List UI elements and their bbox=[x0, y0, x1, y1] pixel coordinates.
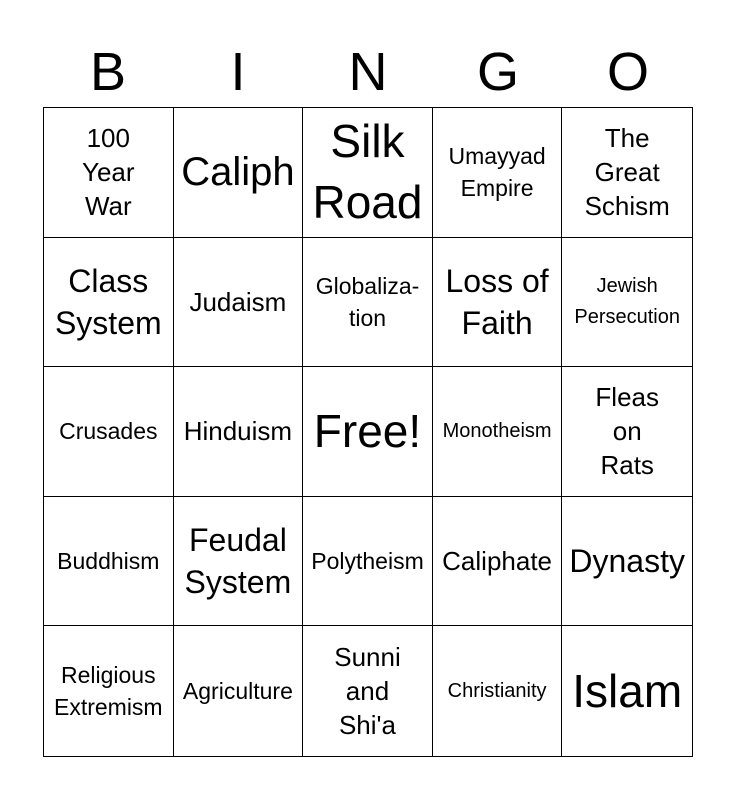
bingo-cell[interactable] bbox=[433, 497, 563, 627]
free-space-cell[interactable] bbox=[303, 367, 433, 497]
cell-label: Caliph bbox=[181, 150, 295, 195]
bingo-cell[interactable] bbox=[174, 238, 304, 368]
cell-label: Dynasty bbox=[569, 543, 685, 580]
cell-label: Fleas on Rats bbox=[595, 382, 659, 481]
bingo-cell[interactable] bbox=[44, 108, 174, 238]
bingo-cell[interactable] bbox=[174, 626, 304, 756]
bingo-cell[interactable] bbox=[174, 367, 304, 497]
bingo-cell[interactable] bbox=[174, 497, 304, 627]
cell-label: Silk Road bbox=[312, 115, 423, 229]
bingo-cell[interactable] bbox=[303, 108, 433, 238]
bingo-cell[interactable] bbox=[44, 238, 174, 368]
bingo-cell[interactable] bbox=[433, 238, 563, 368]
bingo-header bbox=[43, 40, 693, 104]
cell-label: Agriculture bbox=[182, 678, 293, 705]
cell-label: Sunni and Shi'a bbox=[334, 642, 401, 741]
cell-label: Hinduism bbox=[183, 416, 293, 447]
cell-label: Religious Extremism bbox=[53, 662, 163, 721]
cell-label: Loss of Faith bbox=[445, 262, 549, 341]
cell-label: 100 Year War bbox=[82, 123, 135, 222]
bingo-cell[interactable] bbox=[44, 497, 174, 627]
cell-label: Crusades bbox=[59, 418, 158, 445]
bingo-cell[interactable] bbox=[433, 626, 563, 756]
header-letter-b: B bbox=[89, 42, 127, 102]
bingo-cell[interactable] bbox=[562, 626, 692, 756]
bingo-cell[interactable] bbox=[303, 626, 433, 756]
bingo-cell[interactable] bbox=[303, 238, 433, 368]
free-space-label: Free! bbox=[313, 404, 422, 457]
header-letter-n: N bbox=[348, 42, 388, 102]
bingo-cell[interactable] bbox=[44, 367, 174, 497]
cell-label: Polytheism bbox=[311, 548, 424, 575]
header-letter-g: G bbox=[476, 42, 519, 102]
bingo-cell[interactable] bbox=[562, 108, 692, 238]
bingo-cell[interactable] bbox=[562, 238, 692, 368]
cell-label: Monotheism bbox=[442, 419, 552, 442]
cell-label: Globaliza- tion bbox=[315, 272, 420, 331]
cell-label: Caliphate bbox=[442, 546, 553, 577]
cell-label: The Great Schism bbox=[584, 123, 670, 222]
bingo-cell[interactable] bbox=[174, 108, 304, 238]
header-letter-o: O bbox=[606, 42, 649, 102]
cell-label: Christianity bbox=[447, 679, 547, 702]
cell-label: Umayyad Empire bbox=[448, 143, 546, 202]
cell-label: Buddhism bbox=[57, 548, 160, 575]
header-letter-i: I bbox=[230, 42, 246, 102]
cell-label: Feudal System bbox=[184, 522, 292, 601]
bingo-cell[interactable] bbox=[433, 367, 563, 497]
bingo-cell[interactable] bbox=[44, 626, 174, 756]
bingo-card bbox=[43, 107, 693, 757]
cell-label: Class System bbox=[54, 262, 162, 341]
cell-label: Jewish Persecution bbox=[574, 274, 680, 328]
cell-label: Islam bbox=[572, 664, 683, 717]
cell-label: Judaism bbox=[189, 286, 287, 317]
bingo-cell[interactable] bbox=[562, 497, 692, 627]
bingo-cell[interactable] bbox=[433, 108, 563, 238]
bingo-cell[interactable] bbox=[303, 497, 433, 627]
bingo-cell[interactable] bbox=[562, 367, 692, 497]
